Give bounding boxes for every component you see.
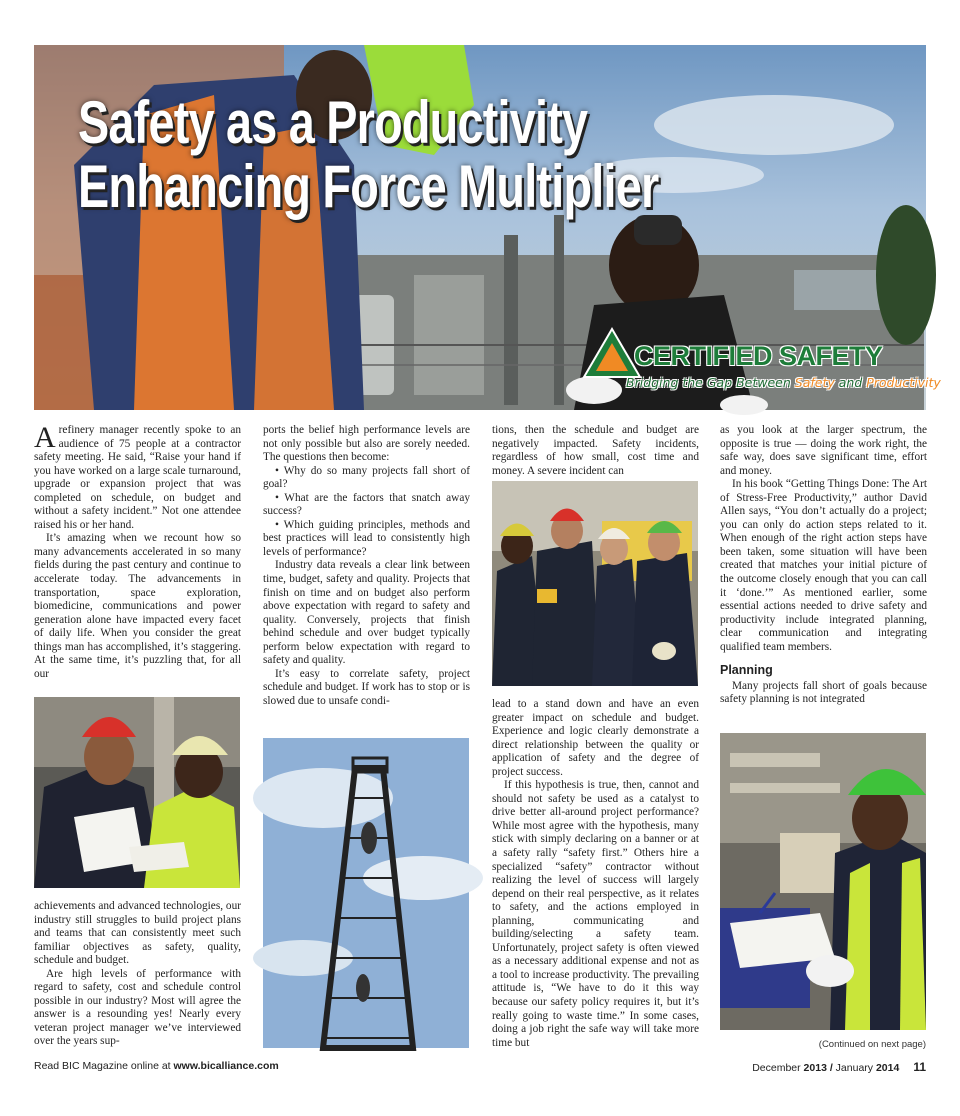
article-title xyxy=(78,91,658,219)
section-heading-planning: Planning xyxy=(720,663,773,678)
tagline-safety: Safety xyxy=(794,375,835,390)
paragraph: Many projects fall short of goals because safety planning is not integrated xyxy=(720,679,927,706)
footer-month-2: January xyxy=(835,1062,876,1074)
column-1-continued xyxy=(34,900,241,1049)
paragraph: It’s easy to correlate safety, project schedule and budget. If work has to stop or is slowed due to unsafe condi- xyxy=(263,667,470,707)
bullet-item: • What are the factors that snatch away success? xyxy=(263,491,470,518)
column-4 xyxy=(720,424,927,707)
column-1 xyxy=(34,421,241,681)
page-number: 11 xyxy=(913,1060,926,1074)
photo-workers-reviewing-plans xyxy=(34,697,240,888)
footer-read-prefix: Read BIC Magazine online at xyxy=(34,1060,174,1072)
paragraph: as you look at the larger spectrum, the opposite is true — doing the work right, the safe way, does save significant time, effort and money. xyxy=(720,424,927,477)
column-3 xyxy=(492,424,699,478)
bullet-item: • Why do so many projects fall short of goal? xyxy=(263,464,470,491)
footer-issue-date xyxy=(752,1060,926,1074)
column-2 xyxy=(263,424,470,708)
tagline-and: and xyxy=(834,375,867,390)
certified-safety-logo xyxy=(582,317,941,399)
logo-name: CERTIFIED SAFETY xyxy=(634,341,883,371)
footer-month-1: December xyxy=(752,1062,804,1074)
photo-tower-ladder xyxy=(263,738,469,1048)
bullet-item: • Which guiding principles, methods and best practices will lead to consistently high levels of performance? xyxy=(263,518,470,558)
continued-note: (Continued on next page) xyxy=(818,1039,926,1050)
tagline-productivity: Productivity xyxy=(866,375,941,390)
hero-banner xyxy=(34,45,941,410)
logo-tagline xyxy=(626,375,941,390)
paragraph-text: refinery manager recently spoke to an audience of 75 people at a contractor safety meeting. He said, “Raise your hand if you have worked on a large scale turnaround, upgrade or expansion project that was completed on schedule, on budget and without a safety incident.” Not one attendee raised his or her hand. xyxy=(34,424,241,531)
paragraph: In his book “Getting Things Done: The Art of Stress-Free Productivity,” author David Allen says, “You don’t actually do a project; you can only do action steps related to it. When enough of the right action steps have been taken, some situation will have been created that matches your initial picture of the outcome closely enough that you can call it ‘done.’” As mentioned earlier, some essential actions needed to drive safety and productivity include integrated planning, clear communication and integrating qualified team members. xyxy=(720,478,927,653)
paragraph: If this hypothesis is true, then, cannot and should not safety be used as a catalyst to drive better all-around project performance? While most agree with the hypothesis, many stick with simply declaring on a banner or at a safety rally “safety first.” Others hire a specialized “safety” contractor without realizing the level of success will largely depend on their real perspective, as it relates to safety, and the actions employed in planning, communicating and building/selecting a safety team. Unfortunately, project safety is often viewed as a necessary additional expense and not as a tool to increase productivity. The prevailing attitude is, “We have to do it this way because our safety policy requires it, but it’s really going to waste time.” In some cases, doing a job right the safe way will take more time but xyxy=(492,779,699,1049)
paragraph: lead to a stand down and have an even greater impact on schedule and budget. Experience and logic clearly demonstrate a direct relationship between the quality or application of safety and the degree of project success. xyxy=(492,698,699,778)
tagline-prefix: Bridging the Gap Between xyxy=(626,375,795,390)
photo-four-workers xyxy=(492,481,698,686)
paragraph: ports the belief high performance levels are not only possible but also are sorely needed. The questions then become: xyxy=(263,424,470,464)
paragraph: Are high levels of performance with regard to safety, cost and schedule control possible in our industry? Most will agree the answer is a resounding yes! Nearly every veteran project manager we’ve interviewed over the years sup- xyxy=(34,967,241,1048)
photo-worker-writing xyxy=(720,733,926,1030)
footer-slash: / xyxy=(826,1062,836,1074)
footer-year-2: 2014 xyxy=(875,1062,900,1074)
title-line-1: Safety as a Productivity xyxy=(78,89,588,156)
paragraph: achievements and advanced technologies, our industry still struggles to build project plans and teams that can consistently meet such familiar objectives as safety, quality, schedule and budget. xyxy=(34,900,241,967)
footer-year-1: 2013 xyxy=(803,1062,827,1074)
paragraph xyxy=(34,421,241,532)
column-3-continued xyxy=(492,698,699,1050)
footer-url-link[interactable]: www.bicalliance.com xyxy=(173,1060,279,1072)
paragraph: It’s amazing when we recount how so many advancements accelerated in so many fields during the past century and continue to accelerate today. The advancements in transportation, space exploration, biomedicine, communications and power generation alone have impacted every facet of daily life. When you consider the great things man has accomplished, it’s staggering. At the same time, it’s puzzling that, for all our xyxy=(34,532,241,680)
triangle-logo-icon xyxy=(582,327,642,379)
page-footer xyxy=(34,1060,926,1076)
footer-read-online xyxy=(34,1060,279,1072)
title-line-2: Enhancing Force Multiplier xyxy=(78,153,659,220)
paragraph: Industry data reveals a clear link between time, budget, safety and quality. Projects that finish on time and on budget also perform above expectation with regard to safety and quality. Conversely, projects that finish behind schedule and over budget typically perform below expectation with regard to safety and quality. xyxy=(263,559,470,667)
drop-cap: A xyxy=(34,421,56,454)
paragraph: tions, then the schedule and budget are negatively impacted. Safety incidents, regardless of how small, cost time and money. A severe incident can xyxy=(492,424,699,477)
